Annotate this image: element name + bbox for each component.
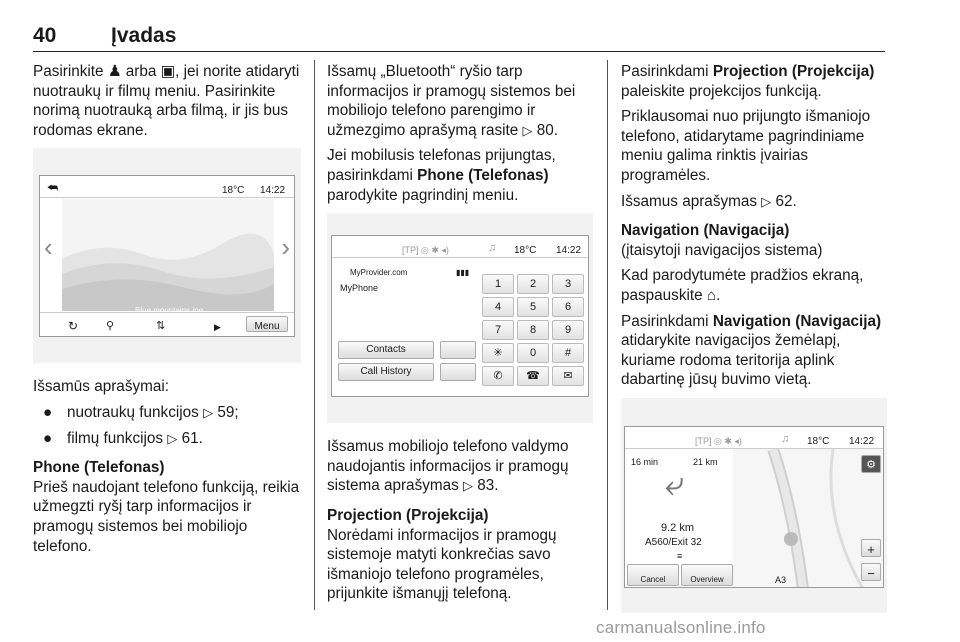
navigation-map-paragraph: Pasirinkdami Navigation (Navigacija) atidarykite navigacijos žemėlapį, kuriame rodoma teritorija aplink dabartinę jūsų buvimo vietą. [621,312,882,389]
distance-total: 21 km [693,456,718,467]
temperature: 18°C [514,245,537,257]
clock: 14:22 [260,185,286,197]
provider-name: MyProvider.com [350,268,408,278]
rotate-icon[interactable]: ⇅ [156,320,166,333]
handsfree-button[interactable] [440,363,476,381]
person-icon: ♟ [107,63,122,80]
settings-button[interactable] [861,455,881,473]
bluetooth-paragraph: Išsamų „Bluetooth“ ryšio tarp informacijos ir pramogų sistemos bei mobiliojo telefono parengimo ir užmezgimo aprašymą rasite ▷ 80. [327,63,576,139]
smartphone-apps-paragraph: Priklausomai nuo prijungto išmaniojo telefono, atidarytame pagrindiniame meniu galima rinktis įvairias programėles. [621,108,871,184]
keypad-key[interactable]: 8 [517,320,549,340]
navigation-screen-image [621,398,887,613]
column-divider [607,60,608,610]
battery-icon: ▮▮▮ [456,268,470,278]
exit-label: A560/Exit 32 [645,536,702,548]
keypad-key[interactable]: # [552,343,584,363]
voicemail-key[interactable] [552,366,584,386]
projection-start-paragraph: Pasirinkdami Projection (Projekcija) paleiskite projekcijos funkciją. [621,63,875,100]
photo-screen-image [33,148,301,363]
home-screen-paragraph: Kad parodytumėte pradžios ekraną, paspauskite ⌂. [621,267,864,304]
keypad-key[interactable]: 4 [482,297,514,317]
turn-arrow-icon: ⤶ [665,464,685,503]
clock: 14:22 [849,435,875,447]
back-icon: ⮪ [47,181,59,196]
phone-icon: ✆ [493,370,503,383]
keypad-key[interactable]: 5 [517,297,549,317]
overview-button[interactable]: Overview [681,564,733,586]
ref-arrow-icon: ▷ [522,122,533,138]
phone-screen-image [327,213,593,423]
zoom-in-button[interactable]: + [861,539,881,557]
call-key[interactable] [482,366,514,386]
contacts-button[interactable]: Contacts [338,341,434,359]
keypad-key[interactable]: ✳ [482,343,514,363]
cancel-button[interactable]: Cancel [627,564,679,586]
temperature: 18°C [807,435,830,447]
hangup-icon: ☎ [526,370,540,383]
voice-button[interactable] [440,341,476,359]
phone-operation-paragraph: Išsamus mobiliojo telefono valdymo naudojantis informacijos ir pramogų sistema aprašymas ▷ 83. [327,438,569,495]
status-icons: [TP] ◎ ✱ ◂) [695,435,742,446]
intro-paragraph: Pasirinkite ♟ arba ▣, jei norite atidaryti nuotraukų ir filmų meniu. Pasirinkite norimą nuotrauką arba filmą, ir jis bus rodomas ekrane. [33,63,300,139]
ref-arrow-icon: ▷ [761,193,772,209]
ref-arrow-icon: ▷ [463,478,474,494]
zoom-out-button[interactable]: − [861,563,881,581]
clock: 14:22 [556,245,582,257]
section-heading-projection: Projection (Projekcija) [327,506,489,524]
voicemail-icon: ✉ [563,370,573,383]
keypad-key[interactable]: 1 [482,274,514,294]
section-heading-navigation: Navigation (Navigacija) [621,222,790,240]
eta: 16 min [631,456,659,467]
keypad-key[interactable]: 3 [552,274,584,294]
keypad-key[interactable]: 0 [517,343,549,363]
keypad-key[interactable]: 7 [482,320,514,340]
menu-button[interactable]: Menu [246,316,288,332]
column-1 [33,62,301,562]
music-icon: ♫ [781,432,790,445]
temperature: 18°C [222,185,245,197]
list-item: ● nuotraukų funkcijos ▷ 59; [43,403,239,421]
camera-icon: ▣ [160,63,176,80]
column-3 [621,62,891,627]
list-item: ● filmų funkcijos ▷ 61. [43,429,203,447]
gear-icon: ⚙ [866,458,876,471]
chevron-right-icon[interactable]: › [281,232,290,263]
chapter-title: Įvadas [111,24,177,47]
section-heading-phone: Phone (Telefonas) [33,459,165,477]
mountain-photo [62,199,274,311]
ref-arrow-icon: ▷ [167,430,178,446]
road-label: A3 [775,574,787,585]
play-icon[interactable]: ▶ [214,322,221,333]
next-distance: 9.2 km [661,521,695,534]
column-2 [327,62,597,610]
page-header [33,22,885,52]
repeat-icon[interactable]: ↻ [68,319,79,334]
device-name: MyPhone [340,283,379,294]
photo-caption: Blue mountains.jpg [135,306,204,316]
ref-arrow-icon: ▷ [203,404,214,420]
music-icon: ♫ [488,242,497,255]
phone-menu-paragraph: Jei mobilusis telefonas prijungtas, pasirinkdami Phone (Telefonas) parodykite pagrindinį meniu. [327,147,556,204]
home-icon: ⌂ [706,286,717,304]
chevron-left-icon[interactable]: ‹ [44,232,53,263]
zoom-icon[interactable]: ⚲ [106,320,115,333]
projection-paragraph: Norėdami informacijos ir pramogų sistemoje matyti konkrečias savo išmaniojo telefono programėles, prijunkite išmanųjį telefoną. [327,526,557,603]
navigation-subtitle: (įtaisytoji navigacijos sistema) [621,241,823,259]
call-history-button[interactable]: Call History [338,363,434,381]
watermark: carmanualsonline.info [596,618,766,637]
hangup-key[interactable] [517,366,549,386]
phone-paragraph: Prieš naudojant telefono funkciją, reikia užmegzti ryšį tarp informacijos ir pramogų sistemos bei mobiliojo telefono. [33,478,300,555]
details-paragraph: Išsamus aprašymas ▷ 62. [621,192,797,210]
column-divider [314,60,315,610]
page-number: 40 [33,24,57,47]
keypad-key[interactable]: 2 [517,274,549,294]
list-icon[interactable]: ≡ [677,550,683,561]
status-icons: [TP] ◎ ✱ ◂) [402,245,449,256]
keypad-key[interactable]: 6 [552,297,584,317]
keypad-key[interactable]: 9 [552,320,584,340]
details-heading: Išsamūs aprašymai: [33,378,170,396]
